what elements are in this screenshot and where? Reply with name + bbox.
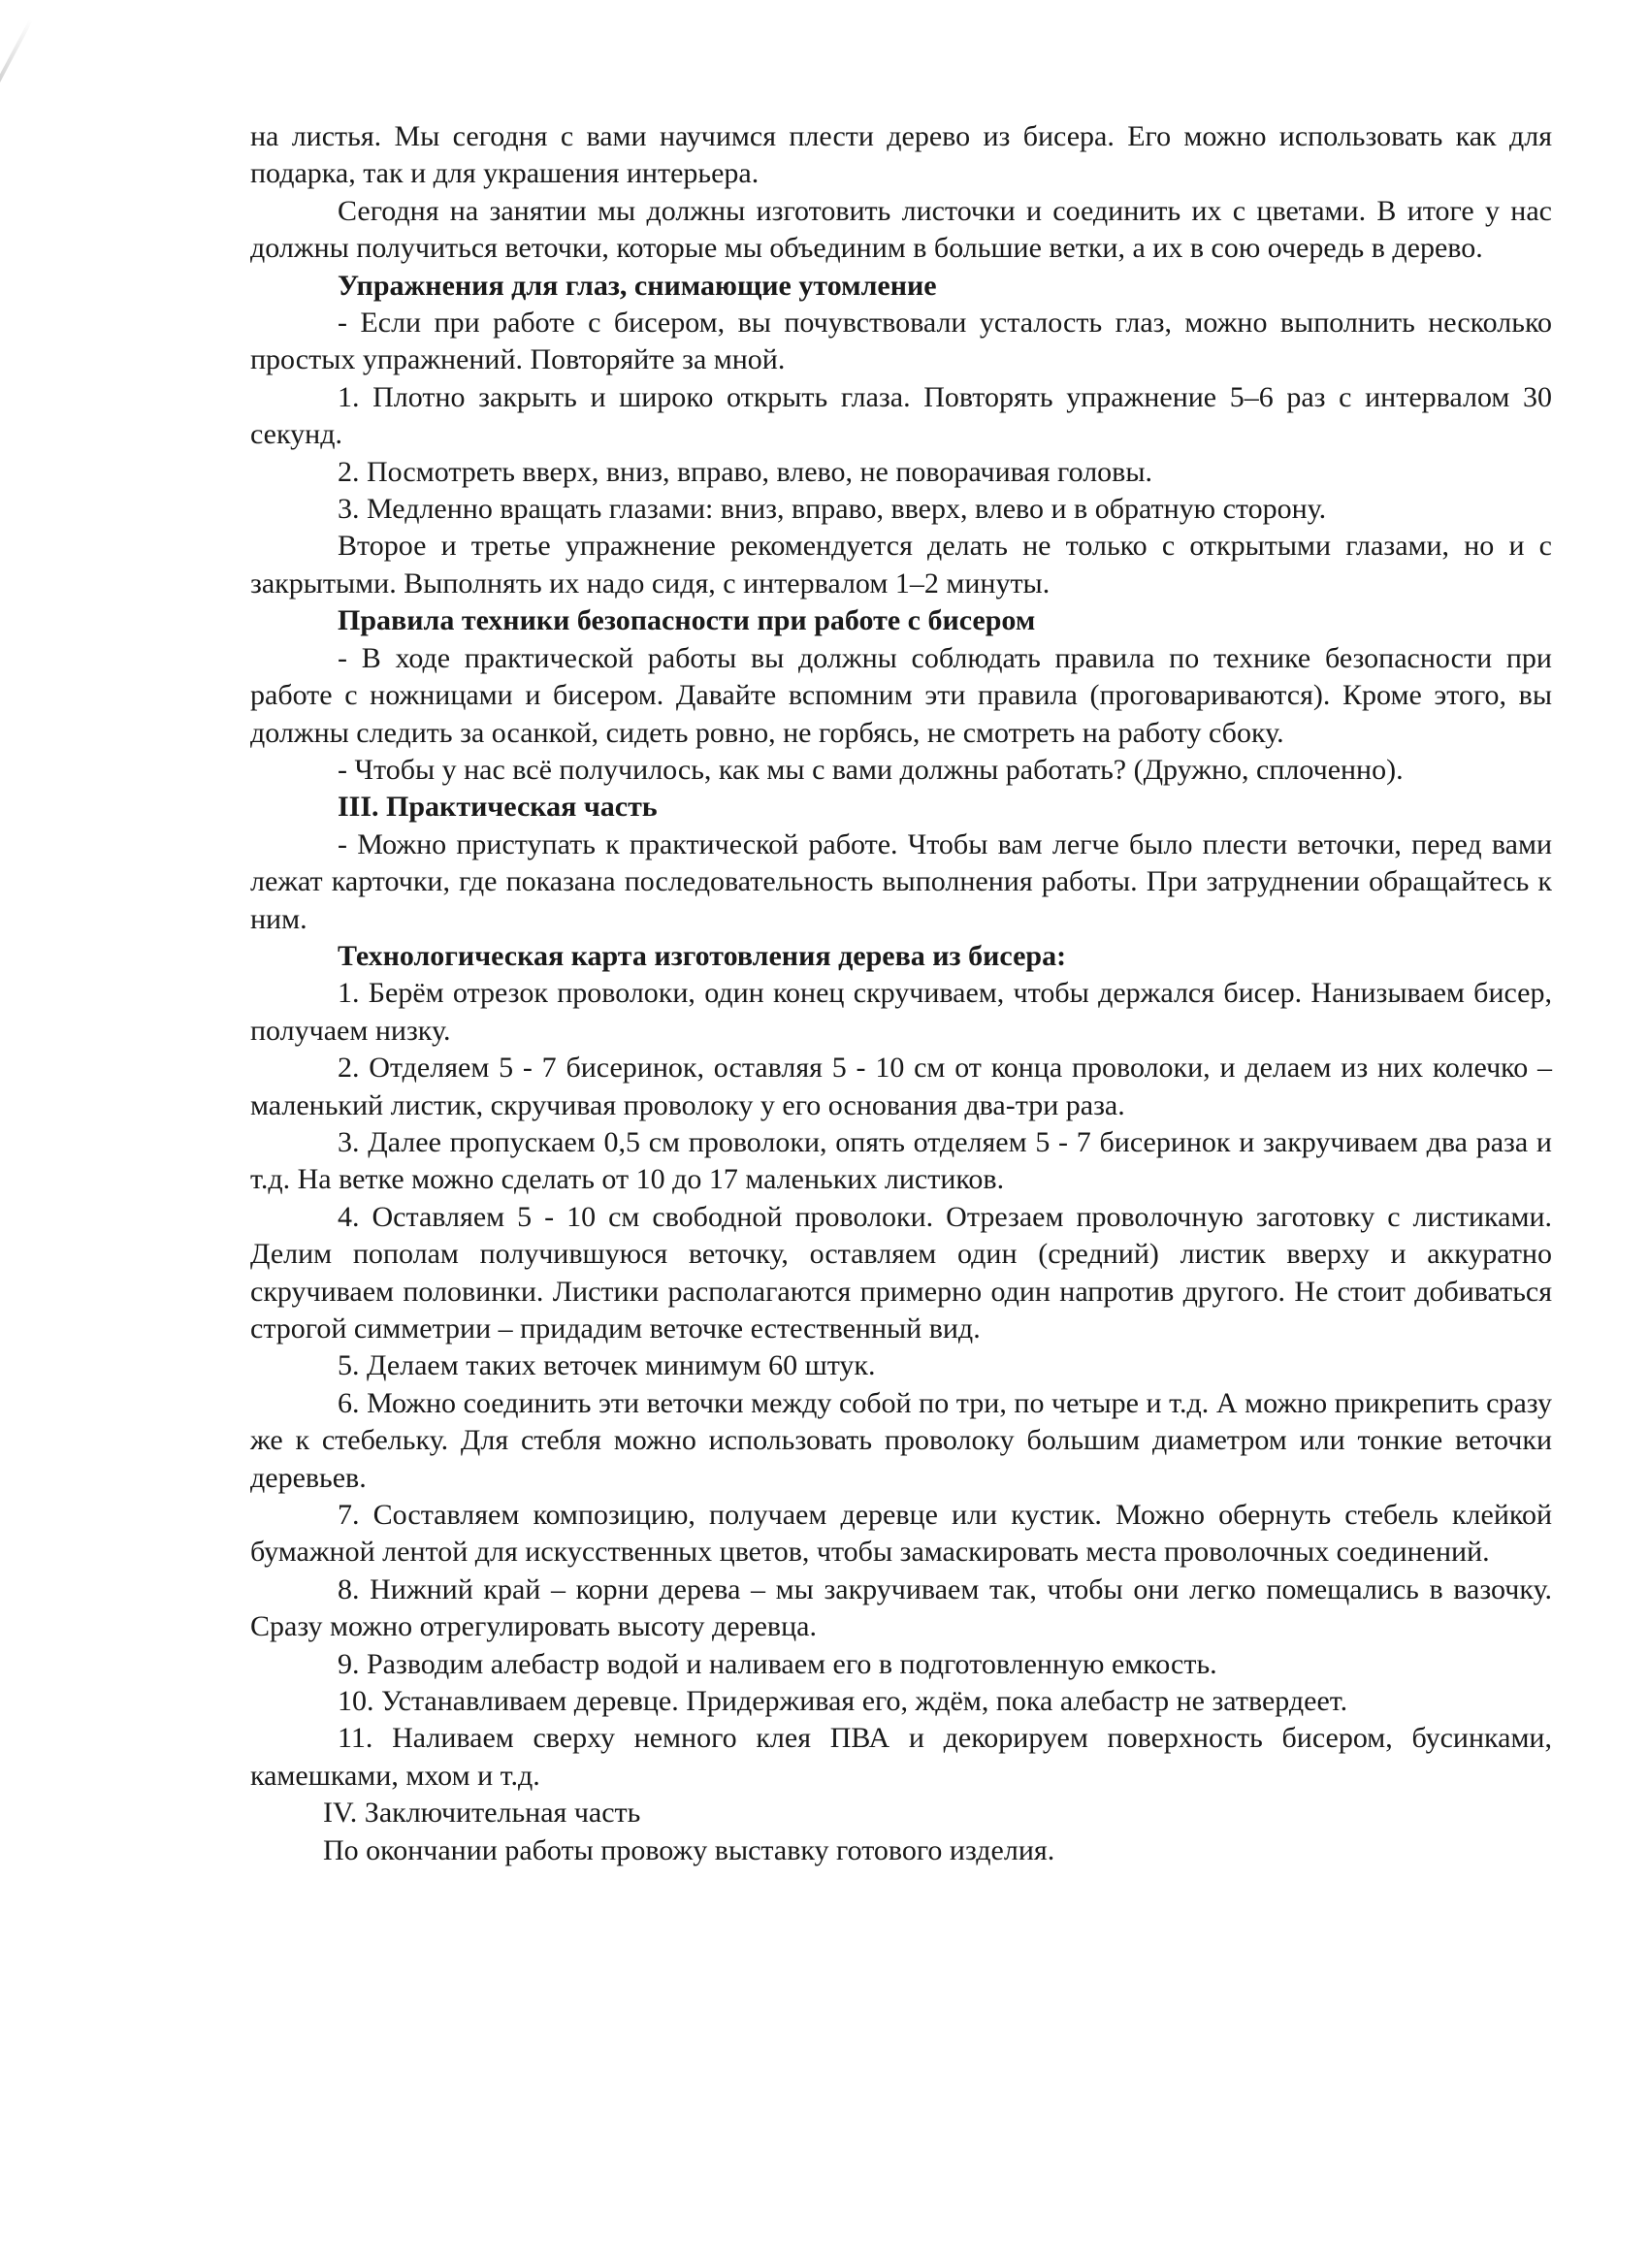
paragraph-final-exhibition: По окончании работы провожу выставку готового изделия. (323, 1833, 1055, 1866)
paragraph-safety-rules: - В ходе практической работы вы должны соблюдать правила по технике безопасности при работе с ножницами и бисером. Давайте вспомним эти правила (проговариваются). Кроме этого, вы должны следить за осанкой, сидеть ровно, не горбясь, не смотреть на работу сбоку. (250, 641, 1552, 749)
list-item-step-5: 5. Делаем таких веточек минимум 60 штук. (338, 1349, 876, 1382)
list-item-step-9: 9. Разводим алебастр водой и наливаем его в подготовленную емкость. (338, 1647, 1217, 1680)
heading-practical-part: III. Практическая часть (338, 791, 658, 824)
document-page (250, 118, 1552, 1869)
heading-eye-exercises: Упражнения для глаз, снимающие утомление (338, 269, 937, 302)
heading-safety-rules: Правила техники безопасности при работе с бисером (338, 604, 1036, 637)
list-item-step-8: 8. Нижний край – корни дерева – мы закручиваем так, чтобы они легко помещались в вазочку. Сразу можно отрегулировать высоту деревца. (250, 1572, 1552, 1643)
list-item-step-4: 4. Оставляем 5 - 10 см свободной проволоки. Отрезаем проволочную заготовку с листиками. Делим пополам получившуюся веточку, оставляем один (средний) листик вверху и аккуратно скручиваем половинки. Листики располагаются примерно один напротив другого. Не стоит добиваться строгой симметрии – придадим веточке естественный вид. (250, 1200, 1552, 1345)
paragraph-eye-exercises-note: Второе и третье упражнение рекомендуется делать не только с открытыми глазами, но и с закрытыми. Выполнять их надо сидя, с интервалом 1–2 минуты. (250, 530, 1552, 599)
list-item-step-7: 7. Составляем композицию, получаем деревце или кустик. Можно обернуть стебель клейкой бумажной лентой для искусственных цветов, чтобы замаскировать места проволочных соединений. (250, 1499, 1552, 1569)
list-item-eye-exercise-3: 3. Медленно вращать глазами: вниз, вправо, вверх, влево и в обратную сторону. (338, 493, 1327, 526)
list-item-eye-exercise-1: 1. Плотно закрыть и широко открыть глаза. Повторять упражнение 5–6 раз с интервалом 30 секунд. (250, 380, 1552, 451)
list-item-step-6: 6. Можно соединить эти веточки между собой по три, по четыре и т.д. А можно прикрепить сразу же к стебельку. Для стебля можно использовать проволоку большим диаметром или тонкие веточки деревьев. (250, 1386, 1552, 1494)
scan-artifact-line (0, 19, 33, 192)
list-item-step-2: 2. Отделяем 5 - 7 бисеринок, оставляя 5 - 10 см от конца проволоки, и делаем из них колечко – маленький листик, скручивая проволоку у его основания два-три раза. (250, 1052, 1552, 1121)
paragraph-teamwork-question: - Чтобы у нас всё получилось, как мы с вами должны работать? (Дружно, сплоченно). (338, 753, 1404, 786)
list-item-step-10: 10. Устанавливаем деревце. Придерживая его, ждём, пока алебастр не затвердеет. (338, 1685, 1348, 1718)
list-item-step-1: 1. Берём отрезок проволоки, один конец скручиваем, чтобы держался бисер. Нанизываем бисер, получаем низку. (250, 977, 1552, 1047)
list-item-step-3: 3. Далее пропускаем 0,5 см проволоки, опять отделяем 5 - 7 бисеринок и закручиваем два раза и т.д. На ветке можно сделать от 10 до 17 маленьких листиков. (250, 1125, 1552, 1196)
paragraph-intro-continuation: на листья. Мы сегодня с вами научимся плести дерево из бисера. Его можно использовать как для подарка, так и для украшения интерьера. (250, 120, 1552, 190)
paragraph-lesson-goal: Сегодня на занятии мы должны изготовить листочки и соединить их с цветами. В итоге у нас должны получиться веточки, которые мы объединим в большие ветки, а их в сою очередь в дерево. (250, 194, 1552, 265)
heading-final-part: IV. Заключительная часть (323, 1797, 641, 1830)
list-item-eye-exercise-2: 2. Посмотреть вверх, вниз, вправо, влево, не поворачивая головы. (338, 455, 1152, 488)
heading-tech-card: Технологическая карта изготовления дерева из бисера: (338, 939, 1067, 972)
paragraph-practical-intro: - Можно приступать к практической работе. Чтобы вам легче было плести веточки, перед вами лежат карточки, где показана последовательность выполнения работы. При затруднении обращайтесь к ним. (250, 827, 1552, 935)
paragraph-eye-exercises-intro: - Если при работе с бисером, вы почувствовали усталость глаз, можно выполнить несколько простых упражнений. Повторяйте за мной. (250, 307, 1552, 376)
list-item-step-11: 11. Наливаем сверху немного клея ПВА и декорируем поверхность бисером, бусинками, камешками, мхом и т.д. (250, 1722, 1552, 1792)
